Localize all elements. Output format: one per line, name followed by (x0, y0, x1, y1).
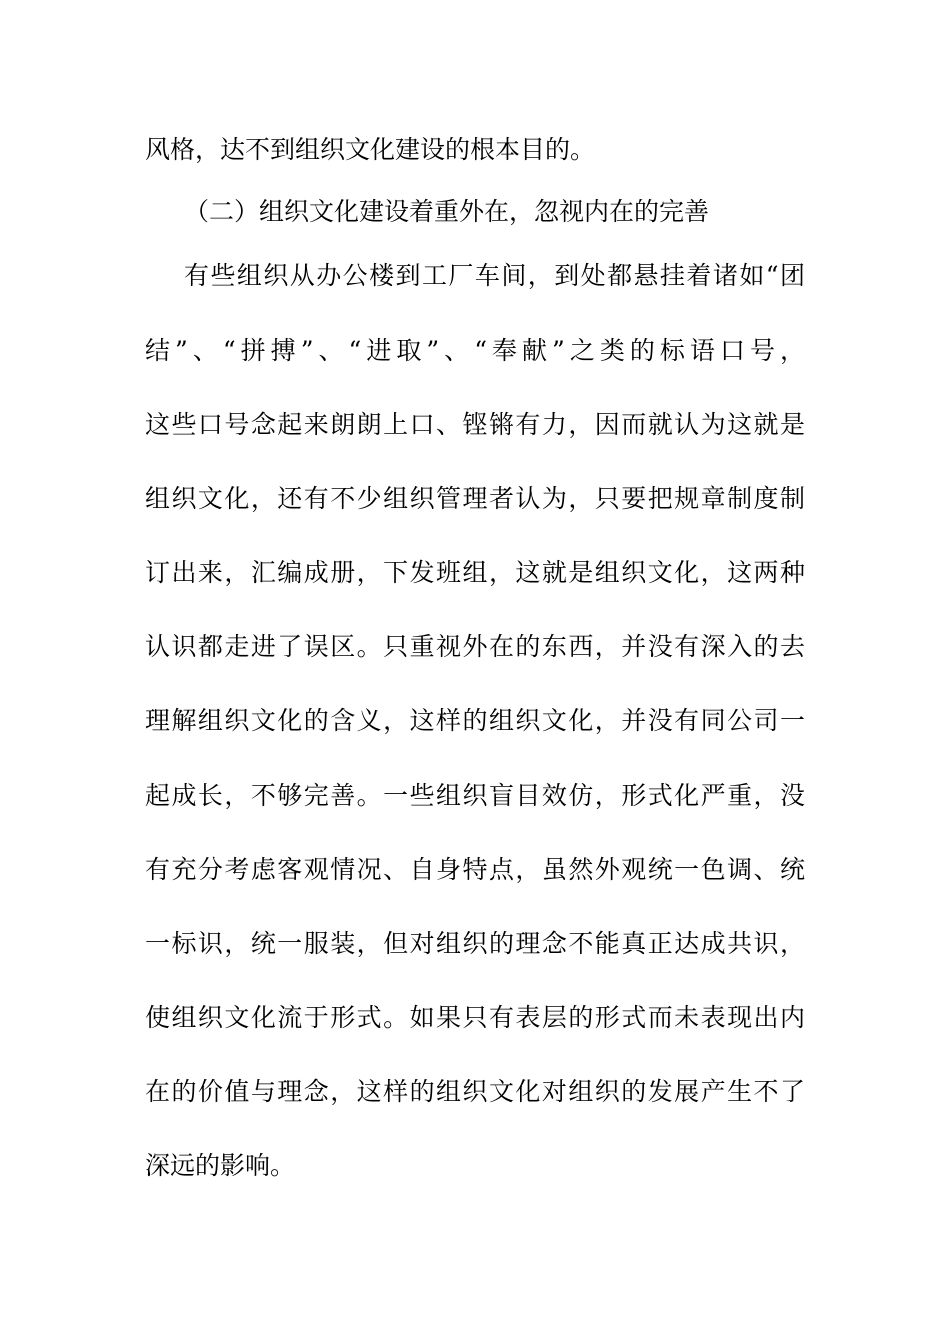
paragraph-line: 有充分考虑客观情况、自身特点，虽然外观统一色调、统 (145, 855, 805, 884)
paragraph-line: 风格，达不到组织文化建设的根本目的。 (145, 135, 596, 164)
paragraph-line: 起成长，不够完善。一些组织盲目效仿，形式化严重，没 (145, 781, 805, 810)
section-heading: （二）组织文化建设着重外在，忽视内在的完善 (184, 197, 710, 226)
paragraph-line: 在的价值与理念，这样的组织文化对组织的发展产生不了 (145, 1077, 805, 1106)
paragraph-line: 使组织文化流于形式。如果只有表层的形式而未表现出内 (145, 1003, 805, 1032)
paragraph-line: 组织文化，还有不少组织管理者认为，只要把规章制度制 (145, 484, 805, 513)
paragraph-line: 有些组织从办公楼到工厂车间，到处都悬挂着诸如“团 (184, 261, 805, 290)
paragraph-line: 一标识，统一服装，但对组织的理念不能真正达成共识， (145, 929, 805, 958)
paragraph-line: 理解组织文化的含义，这样的组织文化，并没有同公司一 (145, 706, 805, 735)
paragraph-line: 这些口号念起来朗朗上口、铿锵有力，因而就认为这就是 (145, 410, 805, 439)
paragraph-line: 订出来，汇编成册，下发班组，这就是组织文化，这两种 (145, 558, 805, 587)
paragraph-line: 深远的影响。 (145, 1151, 296, 1180)
paragraph-line: 认识都走进了误区。只重视外在的东西，并没有深入的去 (145, 632, 805, 661)
paragraph-line: 结”、“拼搏”、“进取”、“奉献”之类的标语口号， (145, 336, 805, 365)
